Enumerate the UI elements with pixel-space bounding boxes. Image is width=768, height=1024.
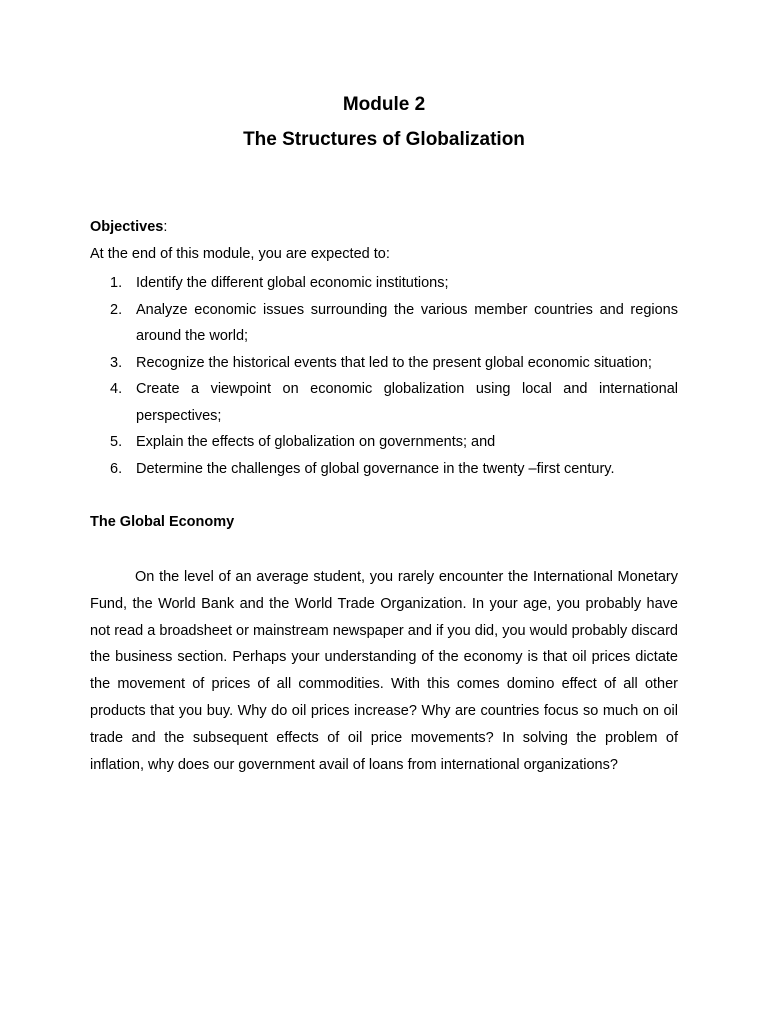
objective-number: 4.: [110, 381, 123, 397]
objective-text: Determine the challenges of global governance in the twenty –first century.: [136, 460, 615, 477]
objective-item: [90, 429, 678, 456]
section-heading: The Global Economy: [90, 514, 235, 530]
objective-text: Identify the different global economic institutions;: [136, 275, 449, 291]
objective-item: [90, 297, 678, 350]
module-number-title: Module 2: [342, 94, 426, 115]
objective-text: Explain the effects of globalization on governments; and: [136, 434, 496, 450]
objectives-intro: At the end of this module, you are expected to:: [90, 246, 390, 262]
objectives-heading-label: Objectives: [90, 219, 164, 235]
objectives-heading-colon: :: [163, 219, 168, 235]
objective-item: [90, 376, 678, 429]
objectives-list: [90, 270, 678, 482]
objective-text: Create a viewpoint on economic globalization using local and international perspectives;: [136, 381, 678, 424]
objective-number: 2.: [110, 301, 123, 318]
objective-item: [90, 456, 678, 483]
objective-text: Recognize the historical events that led to the present global economic situation;: [136, 354, 652, 371]
objective-number: 6.: [110, 460, 123, 477]
objective-text: Analyze economic issues surrounding the various member countries and regions around the world;: [136, 301, 678, 344]
objectives-heading: [90, 217, 167, 237]
section-paragraph: On the level of an average student, you rarely encounter the International Monetary Fund, the World Bank and the World Trade Organization. In your age, you probably have not read a broadsheet or mainstream newspaper and if you did, you would probably discard the business section. Perhaps your understanding of the economy is that oil prices dictate the movement of prices of all commodities. With this comes domino effect of all other products that you buy. Why do oil prices increase? Why are countries focus so much on oil trade and the subsequent effects of oil price movements? In solving the problem of inflation, why does our government avail of loans from international organizations?: [90, 569, 678, 773]
objective-item: [90, 350, 678, 377]
module-title: The Structures of Globalization: [243, 129, 525, 150]
objective-number: 3.: [110, 354, 123, 371]
objective-number: 5.: [110, 434, 123, 450]
objective-item: [90, 270, 678, 297]
objective-number: 1.: [110, 275, 123, 291]
